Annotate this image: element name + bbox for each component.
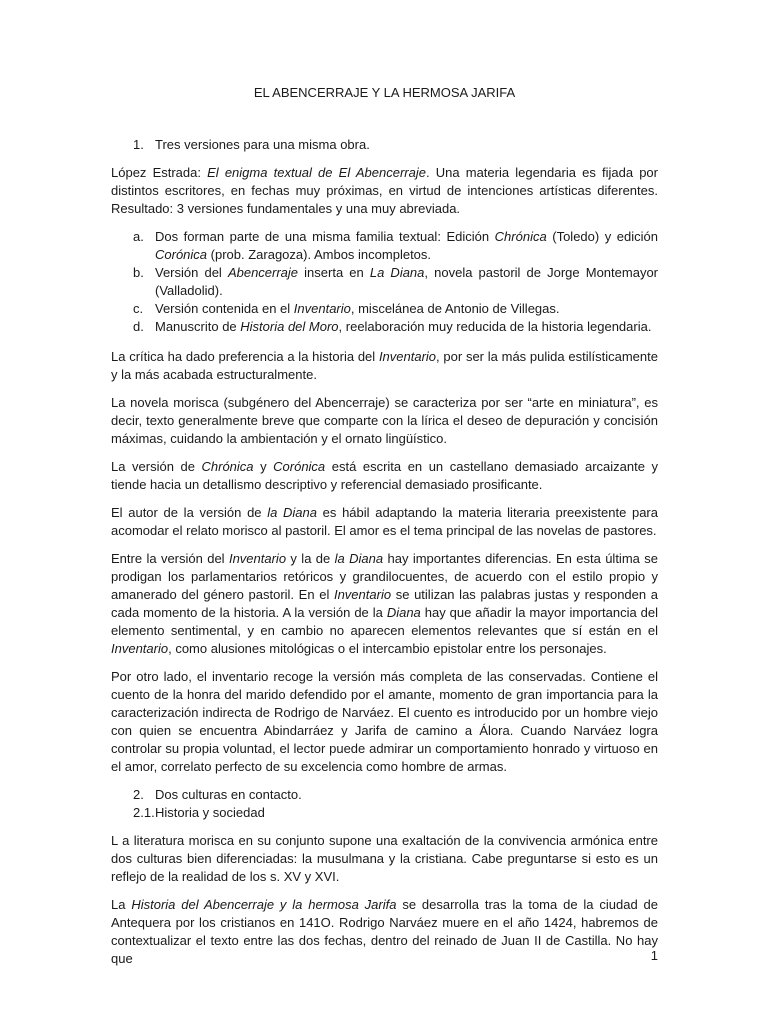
paragraph-lopez-estrada: [111, 164, 658, 218]
list-letter: b.: [133, 265, 144, 280]
text-run: La crítica ha dado preferencia a la historia del: [111, 349, 379, 364]
text-run: , miscelánea de Antonio de Villegas.: [350, 301, 560, 316]
list-letter: d.: [133, 319, 144, 334]
paragraph-historia: [111, 896, 658, 968]
text-run: se desarrolla tras la toma de la ciudad de Antequera por los cristianos en 141O. Rodrigo Narváez muere en el año 1424, habremos de contextualizar el texto entre las dos fechas, dentro del reinado de Juan II de Castilla. No hay que: [111, 897, 659, 966]
italic-run: El enigma textual de El Abencerraje: [207, 165, 426, 180]
page-number: 1: [650, 948, 658, 963]
italic-run: Inventario: [333, 587, 392, 602]
heading-text: Tres versiones para una misma obra.: [155, 137, 370, 152]
italic-run: La Diana: [369, 265, 425, 280]
section-2-heading-list: [111, 786, 658, 822]
text-run: , como alusiones mitológicas o el intercambio epistolar entre los personajes.: [168, 641, 607, 656]
list-item: [111, 300, 658, 318]
text-run: se utilizan las palabras justas y responden a cada momento de la historia. A la versión de la: [111, 587, 658, 620]
text-run: , novela pastoril de Jorge Montemayor (Valladolid).: [155, 265, 658, 298]
italic-run: Inventario: [293, 301, 351, 316]
italic-run: Chrónica: [201, 459, 254, 474]
text-run: El autor de la versión de: [111, 505, 268, 520]
text-run: Por otro lado, el inventario recoge la versión más completa de las conservadas. Contiene el cuento de la honra del marido defendido por el amante, momento de gran importancia para la caracterización indirecta de Rodrigo de Narváez. El cuento es introducido por un hombre viejo con quien se encuentra Abindarráez y Jarifa de camino a Álora. Cuando Narváez logra controlar su propia voluntad, el lector puede admirar un comportamiento honrado y virtuoso en el amor, correlato perfecto de su excelencia como hombre de armas.: [111, 669, 658, 774]
heading-text: Dos culturas en contacto.: [155, 787, 302, 802]
paragraph-critica: [111, 348, 658, 384]
text-run: y: [253, 459, 274, 474]
list-number: 2.: [133, 787, 144, 802]
document-page: [111, 84, 658, 978]
text-run: La novela morisca (subgénero del Abencerraje) se caracteriza por ser “arte en miniatura”, es decir, texto generalmente breve que comparte con la lírica el deseo de depuración y concisión máximas, cuidando la ambientación y el ornato lingüístico.: [111, 395, 658, 446]
paragraph-chronica-coronica: [111, 458, 658, 494]
text-run: Dos forman parte de una misma familia textual: Edición: [155, 229, 495, 244]
text-run: Versión del: [155, 265, 228, 280]
section-2-1-heading: [111, 804, 658, 822]
list-number: 1.: [133, 137, 144, 152]
section-1-heading: [111, 136, 658, 154]
text-run: La: [111, 897, 132, 912]
section-1-heading-list: [111, 136, 658, 154]
paragraph-differences: [111, 550, 658, 658]
list-letter: a.: [133, 229, 144, 244]
italic-run: Chrónica: [494, 229, 547, 244]
text-run: , por ser la más pulida estilísticamente y la más acabada estructuralmente.: [111, 349, 658, 382]
text-run: Manuscrito de: [155, 319, 241, 334]
italic-run: Corónica: [273, 459, 326, 474]
section-2-heading: [111, 786, 658, 804]
text-run: . Una materia legendaria es fijada por distintos escritores, en fechas muy próximas, en virtud de intenciones artísticas diferentes. Resultado: 3 versiones fundamentales y una muy abreviada.: [111, 165, 658, 216]
italic-run: Corónica: [155, 247, 208, 262]
text-run: La versión de: [111, 459, 202, 474]
paragraph-literatura-morisca: [111, 832, 658, 886]
list-item: [111, 318, 658, 336]
text-run: está escrita en un castellano demasiado arcaizante y tiende hacia un detallismo descriptivo y referencial demasiado prosificante.: [111, 459, 658, 492]
text-run: Entre la versión del: [111, 551, 229, 566]
italic-run: la Diana: [334, 551, 384, 566]
list-item: [111, 264, 658, 300]
italic-run: Historia del Moro: [240, 319, 339, 334]
paragraph-inventario: [111, 668, 658, 776]
italic-run: Historia del Abencerraje y la hermosa Jarifa: [131, 897, 397, 912]
text-run: es hábil adaptando la materia literaria preexistente para acomodar el relato morisco al pastoril. El amor es el tema principal de las novelas de pastores.: [111, 505, 658, 538]
paragraph-diana-author: [111, 504, 658, 540]
text-run: López Estrada:: [111, 165, 208, 180]
italic-run: Inventario: [378, 349, 437, 364]
text-run: (prob. Zaragoza). Ambos incompletos.: [207, 247, 432, 262]
italic-run: Abencerraje: [227, 265, 299, 280]
text-run: , reelaboración muy reducida de la historia legendaria.: [338, 319, 652, 334]
list-letter: c.: [133, 301, 144, 316]
list-number: 2.1.: [133, 805, 155, 820]
document-title: EL ABENCERRAJE Y LA HERMOSA JARIFA: [253, 85, 516, 100]
text-run: inserta en: [298, 265, 370, 280]
heading-text: Historia y sociedad: [155, 805, 265, 820]
text-run: y la de: [286, 551, 335, 566]
italic-run: la Diana: [267, 505, 317, 520]
text-run: L a literatura morisca en su conjunto supone una exaltación de la convivencia armónica entre dos culturas bien diferenciadas: la musulmana y la cristiana. Cabe preguntarse si esto es un reflejo de la realidad de los s. XV y XVI.: [111, 833, 658, 884]
versions-list: [111, 228, 658, 336]
text-run: hay importantes diferencias. En esta última se prodigan los parlamentarios retóricos y grandilocuentes, de acuerdo con el estilo propio y amanerado del género pastoril. En el: [111, 551, 658, 602]
text-run: Versión contenida en el: [155, 301, 294, 316]
paragraph-novela-morisca: [111, 394, 658, 448]
italic-run: Inventario: [111, 641, 169, 656]
text-run: (Toledo) y edición: [546, 229, 659, 244]
italic-run: Diana: [386, 605, 421, 620]
italic-run: Inventario: [228, 551, 287, 566]
text-run: hay que añadir la mayor importancia del elemento sentimental, y en cambio no aparecen elementos relevantes que sí están en el: [111, 605, 658, 638]
list-item: [111, 228, 658, 264]
